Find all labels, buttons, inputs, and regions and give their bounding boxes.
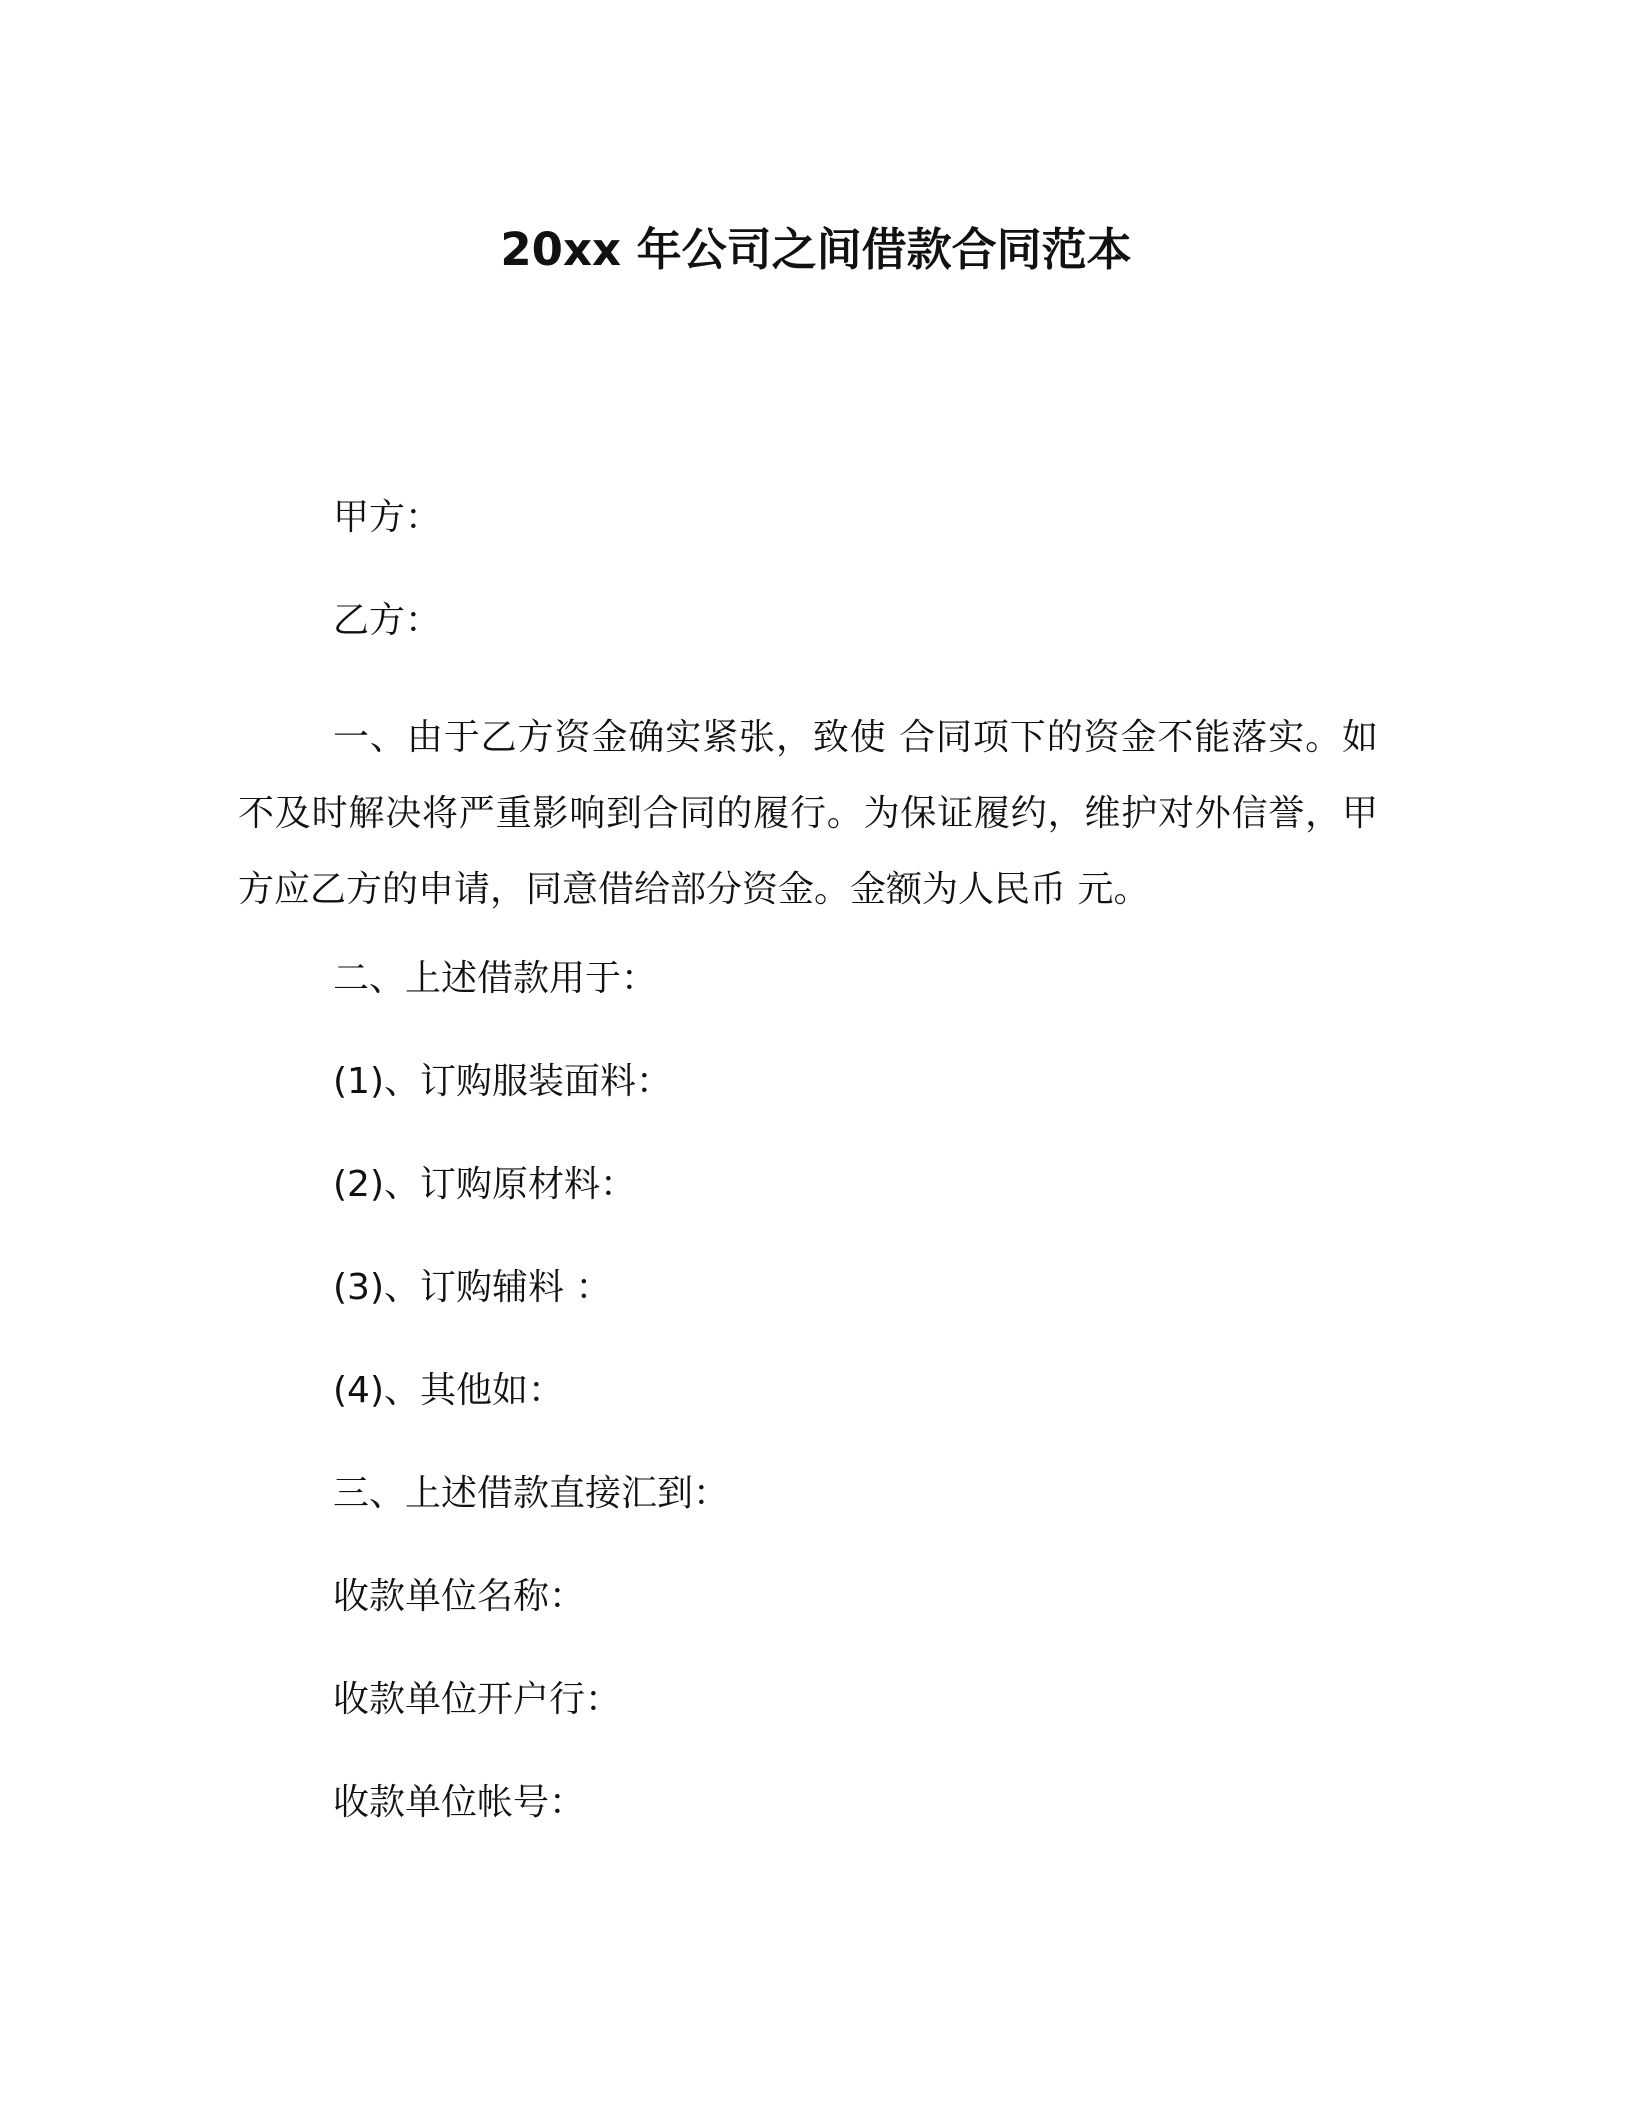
clause-3-heading: 三、上述借款直接汇到： xyxy=(333,1473,730,1514)
use-item-1: (1)、订购服装面料： xyxy=(333,1061,672,1102)
clause-2-heading: 二、上述借款用于： xyxy=(333,958,658,999)
party-b-label: 乙方： xyxy=(333,600,442,641)
payee-account-label: 收款单位帐号： xyxy=(333,1782,586,1823)
use-item-3: (3)、订购辅料 ： xyxy=(333,1267,612,1308)
payee-bank-label: 收款单位开户行： xyxy=(333,1679,622,1720)
payee-name-label: 收款单位名称： xyxy=(333,1576,586,1617)
use-item-2: (2)、订购原材料： xyxy=(333,1164,636,1205)
use-item-4: (4)、其他如： xyxy=(333,1370,564,1411)
document-title: 20xx 年公司之间借款合同范本 xyxy=(500,223,1132,276)
party-a-label: 甲方： xyxy=(333,497,442,538)
clause-1-paragraph: 一、由于乙方资金确实紧张，致使 合同项下的资金不能落实。如不及时解决将严重影响到合同的履行。为保证履约，维护对外信誉，甲方应乙方的申请，同意借给部分资金。金额为人民币 元。 xyxy=(238,717,1378,910)
